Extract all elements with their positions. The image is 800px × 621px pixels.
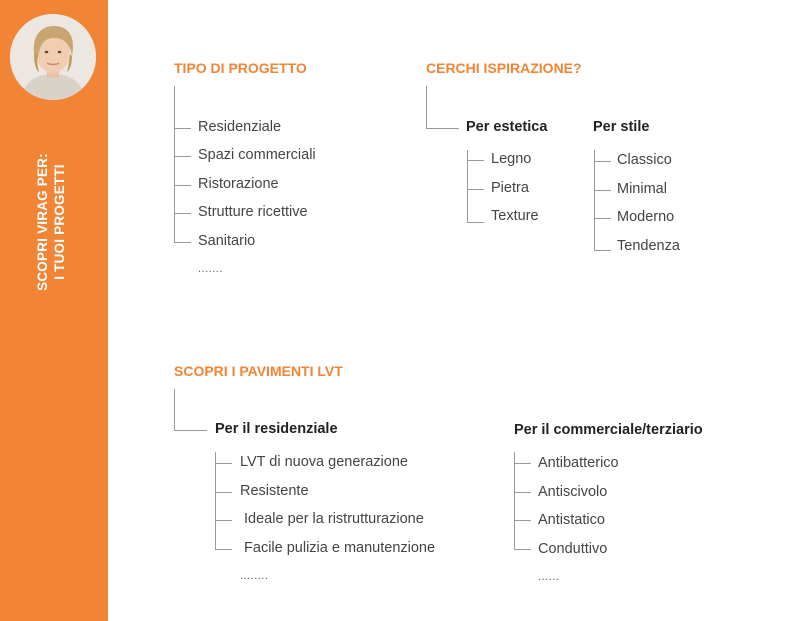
commerciale-item-antibatterico[interactable]: Antibatterico	[538, 455, 619, 471]
avatar	[10, 14, 96, 100]
tipo-progetto-trunk-line	[174, 86, 175, 242]
pavimenti-heading: SCOPRI I PAVIMENTI LVT	[174, 363, 343, 379]
sidebar-title-line2: I TUOI PROGETTI	[52, 164, 67, 280]
stile-item-tendenza[interactable]: Tendenza	[617, 238, 680, 254]
tipo-branch-line	[174, 242, 191, 243]
tipo-item-spazi-commerciali[interactable]: Spazi commerciali	[198, 147, 316, 163]
tipo-branch-line	[174, 213, 191, 214]
residenziale-item-resistente[interactable]: Resistente	[240, 483, 309, 499]
ispirazione-branch-line	[426, 128, 459, 129]
per-stile-label: Per stile	[593, 119, 650, 135]
stile-branch-line	[594, 161, 611, 162]
commerciale-item-antistatico[interactable]: Antistatico	[538, 512, 605, 528]
tipo-progetto-heading: TIPO DI PROGETTO	[174, 60, 307, 76]
commerciale-trunk-line	[514, 452, 515, 550]
per-estetica-label: Per estetica	[466, 119, 548, 135]
residenziale-branch-line	[215, 520, 232, 521]
stile-branch-line	[594, 218, 611, 219]
per-commerciale-label: Per il commerciale/terziario	[514, 422, 703, 438]
residenziale-item-ristrutturazione[interactable]: Ideale per la ristrutturazione	[240, 511, 424, 527]
per-residenziale-label: Per il residenziale	[215, 421, 338, 437]
tipo-branch-line	[174, 156, 191, 157]
tipo-item-residenziale[interactable]: Residenziale	[198, 119, 282, 135]
residenziale-branch-line	[215, 549, 232, 550]
estetica-branch-line	[467, 189, 484, 190]
tipo-item-sanitario[interactable]: Sanitario	[198, 233, 256, 249]
sidebar-title-line1: SCOPRI VIRAG PER:	[35, 153, 50, 291]
tipo-item-ristorazione[interactable]: Ristorazione	[198, 176, 279, 192]
sidebar-vertical-title	[34, 102, 74, 342]
ispirazione-heading: CERCHI ISPIRAZIONE?	[426, 60, 582, 76]
pavimenti-trunk-line	[174, 389, 175, 431]
commerciale-more-dots: ......	[538, 571, 560, 583]
stile-trunk-line	[594, 150, 595, 251]
tipo-item-strutture-ricettive[interactable]: Strutture ricettive	[198, 204, 308, 220]
residenziale-branch-line	[215, 463, 232, 464]
commerciale-branch-line	[514, 492, 531, 493]
avatar-photo-icon	[10, 14, 96, 100]
residenziale-item-lvt[interactable]: LVT di nuova generazione	[240, 454, 408, 470]
residenziale-more-dots: ........	[240, 570, 269, 582]
stile-branch-line	[594, 190, 611, 191]
commerciale-item-antiscivolo[interactable]: Antiscivolo	[538, 484, 608, 500]
estetica-item-texture[interactable]: Texture	[491, 208, 539, 224]
commerciale-branch-line	[514, 463, 531, 464]
tipo-branch-line	[174, 185, 191, 186]
stile-item-moderno[interactable]: Moderno	[617, 209, 675, 225]
residenziale-trunk-line	[215, 452, 216, 550]
stile-item-classico[interactable]: Classico	[617, 152, 672, 168]
residenziale-item-pulizia[interactable]: Facile pulizia e manutenzione	[240, 540, 436, 556]
tipo-more-dots: .......	[198, 263, 223, 275]
pavimenti-branch-line	[174, 430, 207, 431]
ispirazione-trunk-line	[426, 86, 427, 129]
sidebar	[0, 0, 108, 621]
estetica-item-legno[interactable]: Legno	[491, 151, 532, 167]
tipo-branch-line	[174, 128, 191, 129]
stile-branch-line	[594, 250, 611, 251]
commerciale-branch-line	[514, 520, 531, 521]
estetica-item-pietra[interactable]: Pietra	[491, 180, 529, 196]
estetica-branch-line	[467, 222, 484, 223]
residenziale-branch-line	[215, 492, 232, 493]
stile-item-minimal[interactable]: Minimal	[617, 181, 667, 197]
commerciale-branch-line	[514, 549, 531, 550]
estetica-branch-line	[467, 160, 484, 161]
commerciale-item-conduttivo[interactable]: Conduttivo	[538, 541, 608, 557]
